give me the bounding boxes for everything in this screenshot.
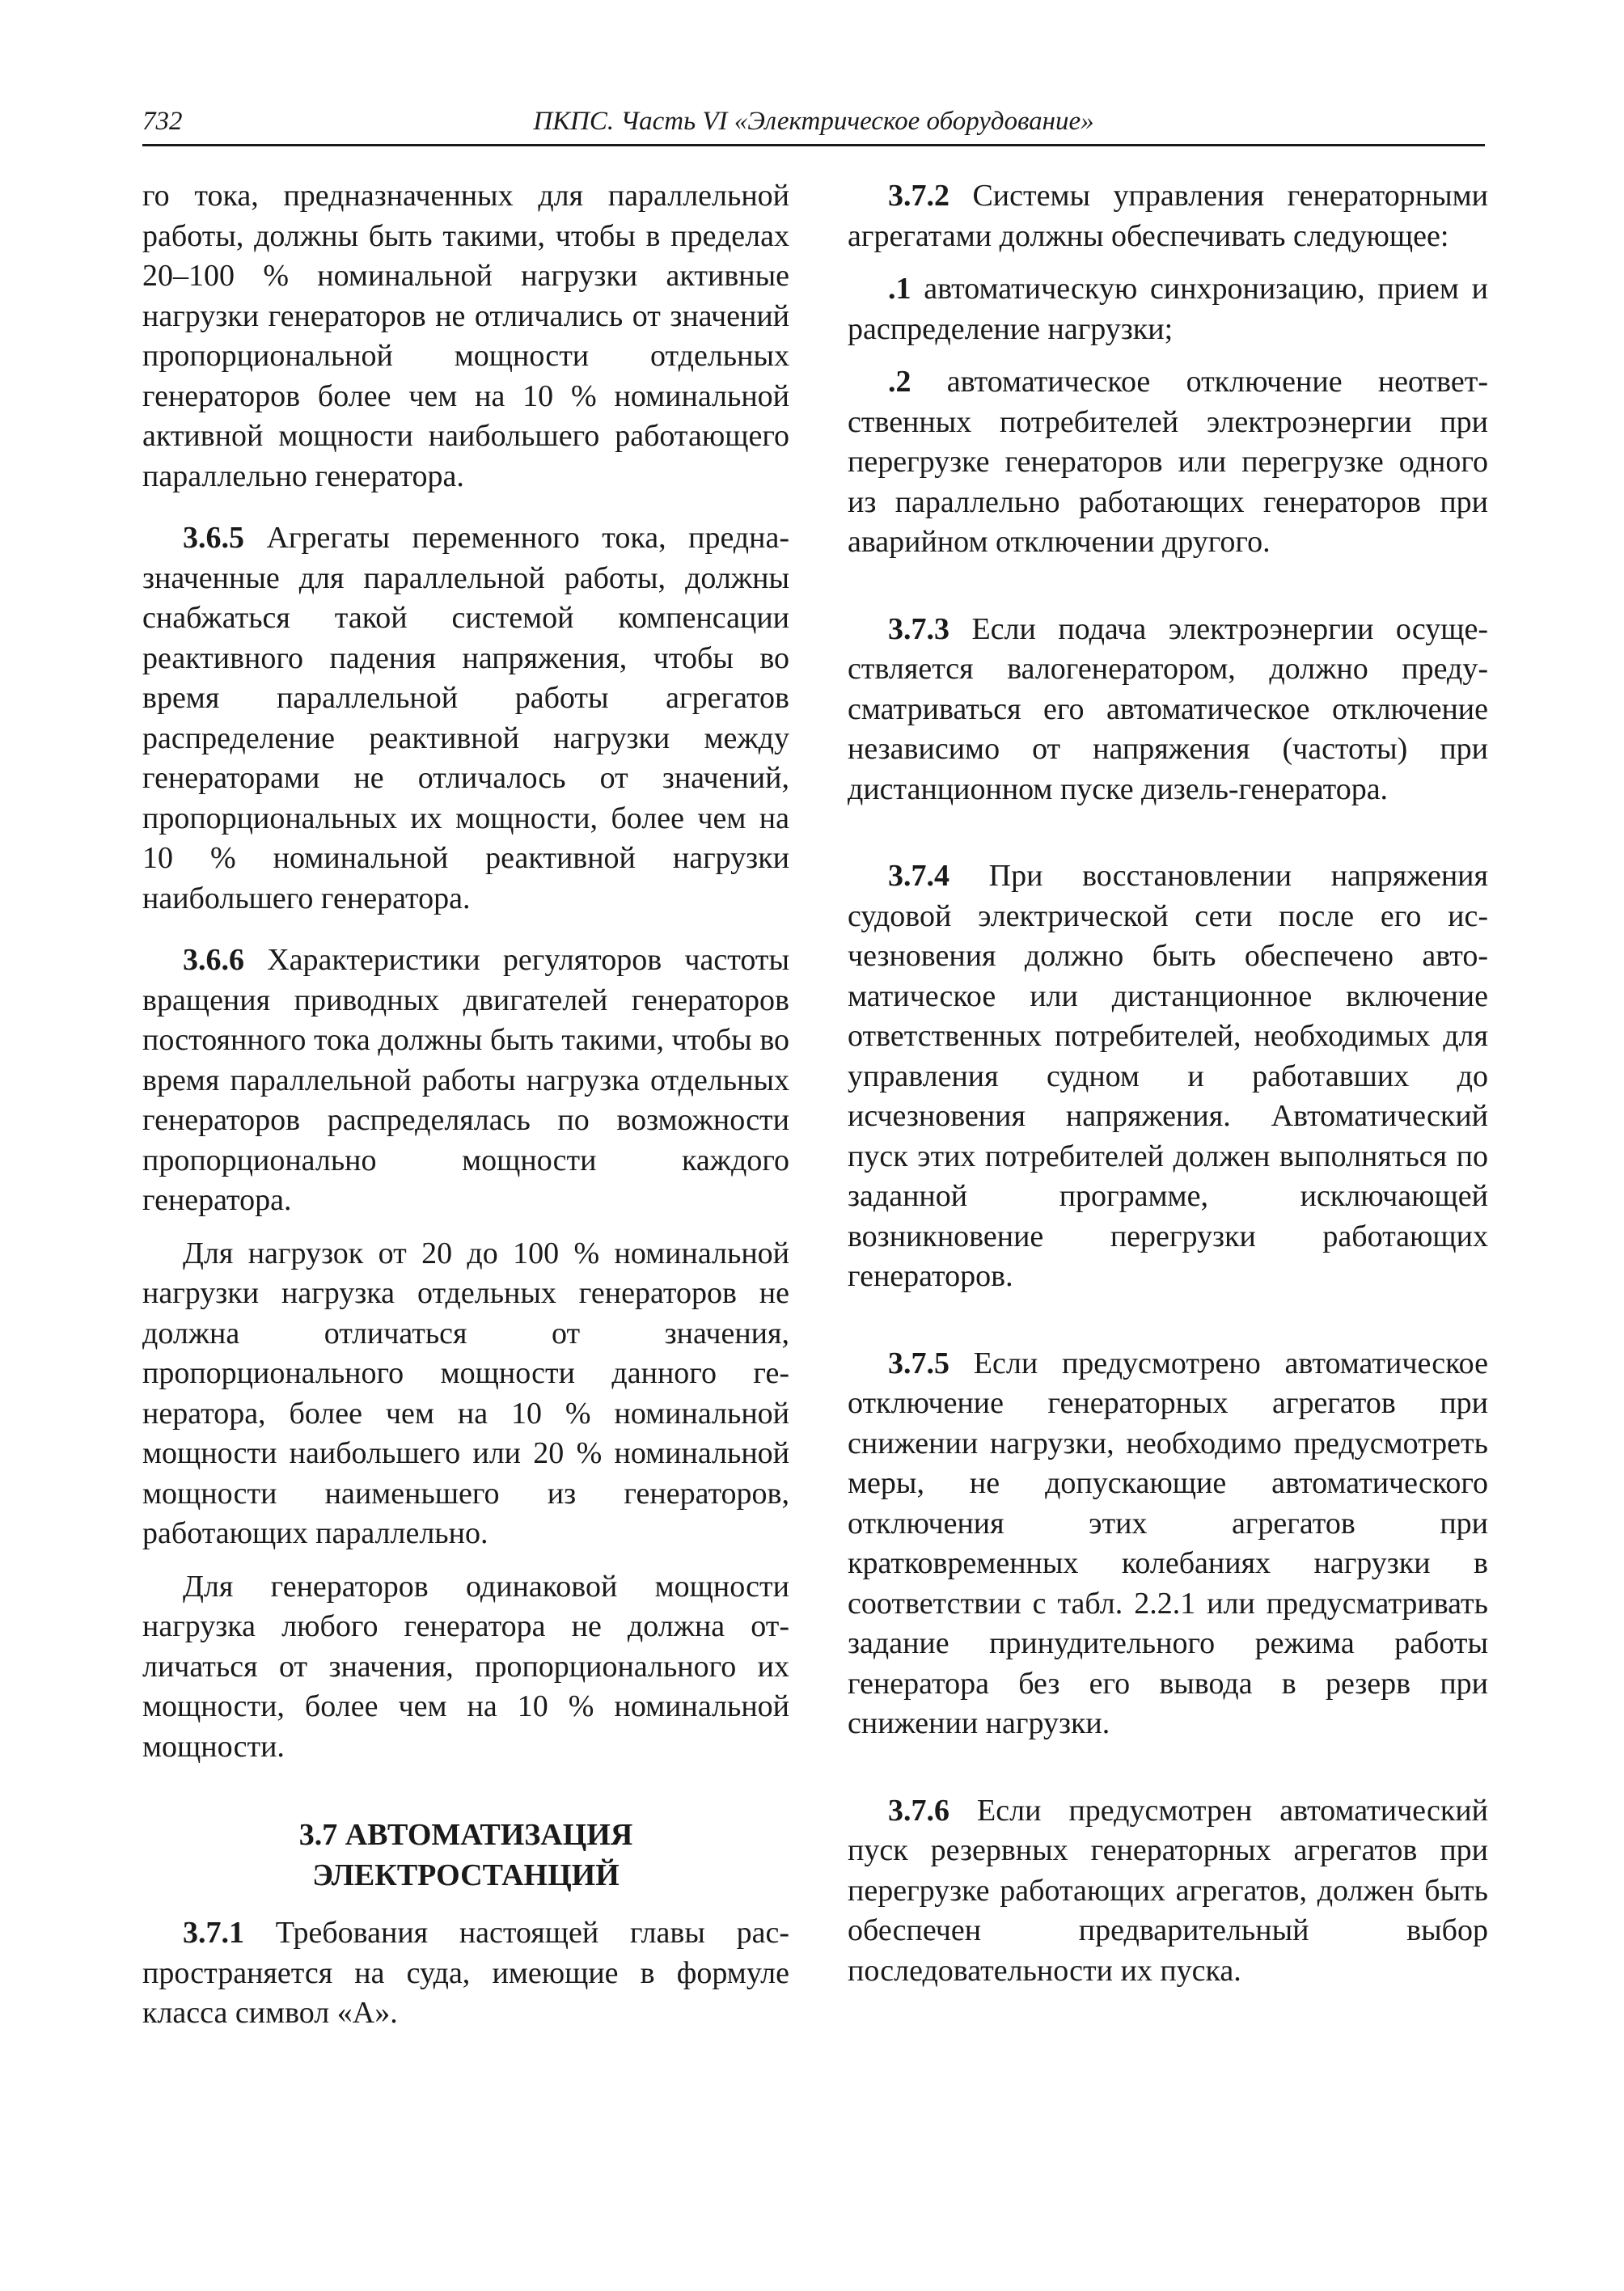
clause-number: 3.7.6 (888, 1793, 949, 1828)
paragraph-3-7-4 (848, 856, 1488, 1297)
paragraph-3-7-6 (848, 1791, 1488, 1992)
clause-text: Требования настоящей главы распространяется на суда, имеющие в формуле класса символ «А». (142, 1916, 789, 2030)
clause-number: 3.7.4 (888, 859, 949, 893)
list-item-2 (848, 362, 1488, 563)
clause-text: Системы управления генераторными агрегатами должны обеспечивать следующее: (848, 179, 1488, 253)
paragraph-3-6-6 (142, 940, 789, 1221)
item-number: .1 (888, 272, 911, 306)
clause-text: При восстановлении напряжения судовой электрической сети после его исчезновения должно быть обеспечено автоматическое или дистанционное включение ответственных потребителей, необходимых для управления судном и работавших до исчезновения напряжения. Автоматический пуск этих потребителей должен выполняться по заданной программе, исключающей возникновение перегрузки работающих генераторов. (848, 859, 1488, 1293)
clause-number: 3.7.5 (888, 1346, 949, 1380)
paragraph-3-7-3 (848, 610, 1488, 810)
item-text: автоматическое отключение неответственных потребителей электроэнергии при перегрузке генераторов или перегрузке одного из параллельно работающих генераторов при аварийном отключении другого. (848, 365, 1488, 559)
section-title-line-1: 3.7 АВТОМАТИЗАЦИЯ (298, 1818, 633, 1852)
paragraph-continuation: го тока, предназначенных для параллельной работы, должны быть такими, чтобы в пределах 20–100 % номинальной нагрузки активные нагрузки генераторов не отличались от значений пропорциональной мощности отдельных генераторов более чем на 10 % номинальной активной мощности наибольшего работающего параллельно генератора. (142, 179, 789, 493)
running-header (142, 99, 1485, 146)
paragraph-equal-power: Для генераторов одинаковой мощности нагрузка любого генератора не должна отличаться от значения, пропорционального их мощности, более чем на 10 % номинальной мощности. (142, 1569, 789, 1764)
section-title (142, 1815, 789, 1896)
right-column (848, 176, 1488, 1991)
left-column (142, 176, 789, 2034)
clause-number: 3.6.5 (183, 521, 244, 555)
page-number: 732 (142, 107, 183, 136)
paragraph-3-7-5 (848, 1344, 1488, 1744)
item-number: .2 (888, 365, 911, 399)
paragraph-3-6-5 (142, 518, 789, 919)
clause-text: Если предусмотрен автоматический пуск резервных генераторных агрегатов при перегрузке работающих агрегатов, должен быть обеспечен предварительный выбор последовательности их пуска. (848, 1793, 1488, 1988)
clause-number: 3.7.3 (888, 611, 949, 646)
clause-number: 3.7.1 (183, 1916, 244, 1950)
running-title: ПКПС. Часть VI «Электрическое оборудование» (533, 107, 1094, 136)
item-text: автоматическую синхронизацию, прием и распределение нагрузки; (848, 272, 1488, 346)
clause-text: Если подача электроэнергии осуществляется валогенератором, должно предусматриваться его автоматическое отключение независимо от напряжения (частоты) при дистанционном пуске дизель-генератора. (848, 611, 1488, 806)
clause-text: Если предусмотрено автоматическое отключение генераторных агрегатов при снижении нагрузки, необходимо предусмотреть меры, не допускающие автоматического отключения этих агрегатов при кратковременных колебаниях нагрузки в соответствии с табл. 2.2.1 или предусматривать задание принудительного режима работы генератора без его вывода в резерв при снижении нагрузки. (848, 1346, 1488, 1740)
section-title-line-2: ЭЛЕКТРОСТАНЦИЙ (312, 1858, 620, 1892)
paragraph-load-range: Для нагрузок от 20 до 100 % номинальной нагрузки нагрузка отдельных генераторов не должна отличаться от значения, пропорционального мощности данного генератора, более чем на 10 % номинальной мощности наибольшего или 20 % номинальной мощности наименьшего из генераторов, работающих параллельно. (142, 1236, 789, 1550)
clause-number: 3.7.2 (888, 179, 949, 213)
list-item-1 (848, 269, 1488, 349)
clause-number: 3.6.6 (183, 943, 244, 977)
paragraph-3-7-1 (142, 1913, 789, 2034)
clause-text: Характеристики регуляторов частоты вращения приводных двигателей генераторов постоянного тока должны быть такими, чтобы во время параллельной работы нагрузка отдельных генераторов распределялась по возможности пропорционально мощности каждого генератора. (142, 943, 789, 1217)
paragraph-3-7-2 (848, 176, 1488, 256)
clause-text: Агрегаты переменного тока, предназначенные для параллельной работы, должны снабжаться такой системой компенсации реактивного падения напряжения, чтобы во время параллельной работы агрегатов распределение реактивной нагрузки между генераторами не отличалось от значений, пропорциональных их мощности, более чем на 10 % номинальной реактивной нагрузки наибольшего генератора. (142, 521, 789, 915)
